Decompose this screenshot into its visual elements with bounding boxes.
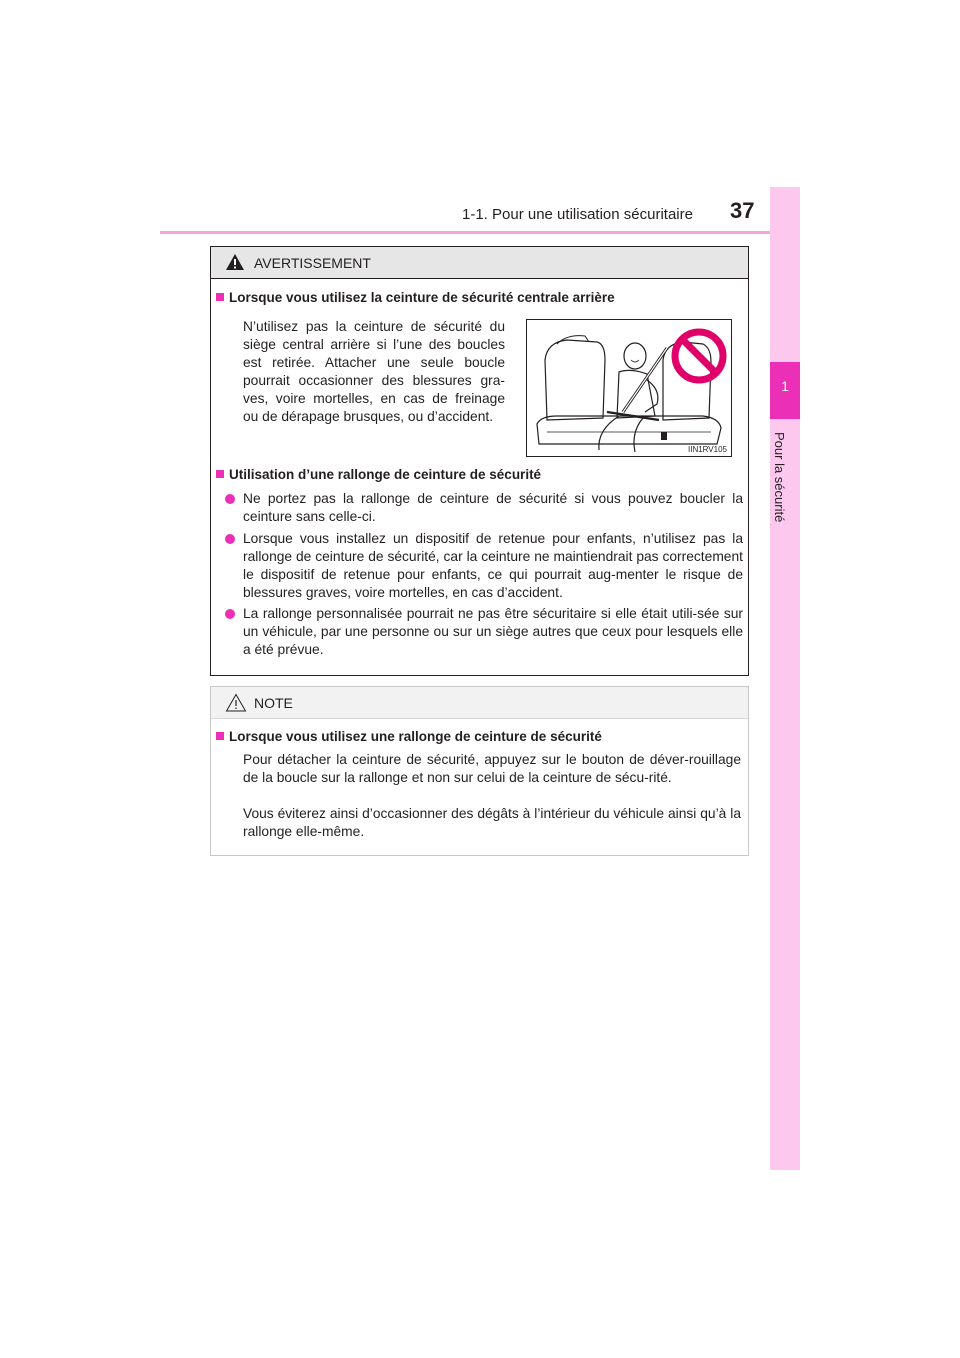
header-rule (160, 231, 800, 234)
section-heading (216, 290, 615, 305)
square-bullet-icon (216, 470, 224, 478)
text-line: N’utilisez pas la ceinture de sécurité du (243, 319, 505, 334)
note-paragraph: Pour détacher la ceinture de sécurité, appuyez sur le bouton de déver-rouillage de la boucle sur la rallonge et non sur celui de la ceinture de sécu-rité. (243, 752, 741, 785)
text-line: est retirée. Attacher une seule boucle (243, 355, 505, 370)
illustration-code: IIN1RV105 (688, 445, 727, 454)
note-box (210, 686, 749, 856)
text-line: ves, voire mortelles, en cas de freinage (243, 391, 505, 406)
text-line: pourrait occasionner des blessures gra- (243, 373, 505, 388)
list-item (225, 605, 745, 659)
caution-outline-triangle-icon (225, 693, 247, 712)
chapter-label-text: Pour la sécurité (772, 432, 787, 523)
list-item (225, 530, 745, 602)
page-number: 37 (730, 198, 755, 223)
square-bullet-icon (216, 732, 224, 740)
rear-seat-passenger-image (527, 320, 731, 456)
round-bullet-icon (225, 494, 235, 504)
chapter-number: 1 (781, 378, 789, 394)
text-line: ou de dérapage brusques, ou d’accident. (243, 409, 494, 424)
warning-header (211, 247, 748, 279)
section-heading-text: Lorsque vous utilisez une rallonge de ceinture de sécurité (229, 729, 602, 744)
text-line: siège central arrière si l’une des boucles (243, 337, 505, 352)
chapter-side-tab (770, 187, 800, 1170)
section-heading-text: Utilisation d’une rallonge de ceinture de sécurité (229, 467, 542, 482)
square-bullet-icon (216, 293, 224, 301)
warning-triangle-icon (225, 253, 245, 271)
list-item-text: Lorsque vous installez un dispositif de retenue pour enfants, n’utilisez pas la rallonge de ceinture de sécurité, car la ceinture ne maintiendrait pas correctement le dispositif de retenue pour enfants, ce qui pourrait aug-menter le risque de blessures graves, voire mortelles, en cas d’accident. (243, 531, 743, 600)
rear-center-belt-text (243, 318, 505, 426)
list-item-text: Ne portez pas la rallonge de ceinture de sécurité si vous pouvez boucler la ceinture sans celle-ci. (243, 491, 743, 524)
round-bullet-icon (225, 534, 235, 544)
round-bullet-icon (225, 609, 235, 619)
warning-title: AVERTISSEMENT (254, 255, 371, 271)
section-heading (216, 729, 602, 744)
seatbelt-illustration (526, 319, 732, 457)
note-paragraph: Vous éviterez ainsi d’occasionner des dégâts à l’intérieur du véhicule ainsi qu’à la rallonge elle-même. (243, 806, 741, 839)
list-item-text: La rallonge personnalisée pourrait ne pas être sécuritaire si elle était utili-sée sur un véhicule, par une personne ou sur un siège autres que ceux pour lesquels elle a été prévue. (243, 606, 743, 657)
header-title: 1-1. Pour une utilisation sécuritaire (462, 206, 693, 223)
section-heading (216, 467, 541, 482)
chapter-label (772, 432, 798, 582)
section-heading-text: Lorsque vous utilisez la ceinture de sécurité centrale arrière (229, 290, 615, 305)
note-title: NOTE (254, 695, 293, 711)
list-item (225, 490, 745, 526)
note-header (211, 687, 748, 719)
warning-box (210, 246, 749, 676)
